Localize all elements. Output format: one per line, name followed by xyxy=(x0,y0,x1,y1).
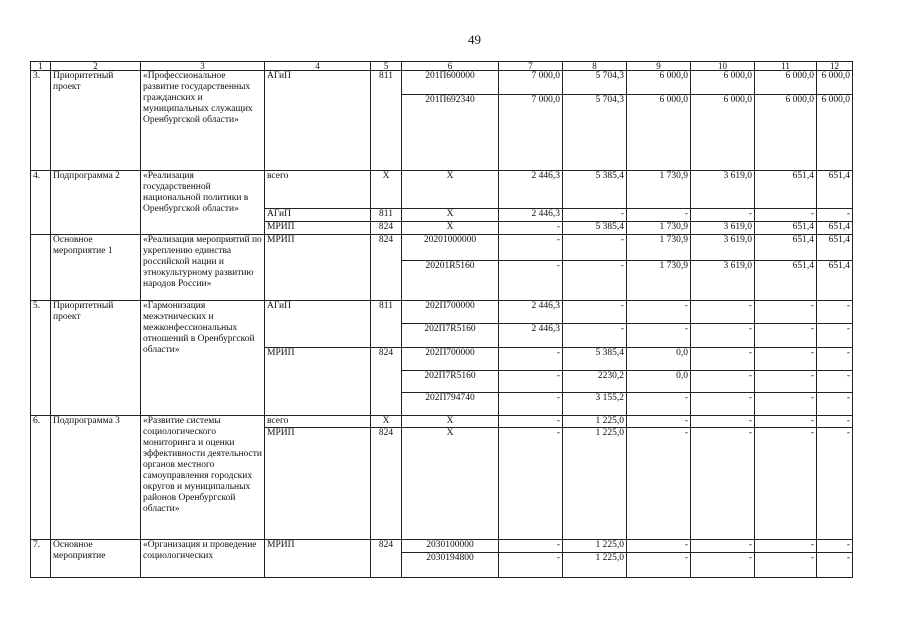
page-number: 49 xyxy=(468,32,481,47)
value-2021: 6 000,0 xyxy=(627,71,691,95)
executor: МРИП xyxy=(265,348,371,416)
value-2022: 3 619,0 xyxy=(691,235,755,261)
budget-code: 202П700000 xyxy=(402,301,499,324)
value-2022: - xyxy=(691,393,755,416)
row-name: Подпрограмма 2 xyxy=(51,171,141,235)
value-2020: - xyxy=(563,324,627,348)
header-cell: 4 xyxy=(265,62,371,71)
budget-code: 201П692340 xyxy=(402,95,499,171)
value-2021: 0,0 xyxy=(627,371,691,393)
value-2021: - xyxy=(627,540,691,553)
grbs-code: 811 xyxy=(371,71,402,171)
row-title: «Реализация мероприятий по укреплению единства российской нации и этнокультурному развитию народов России» xyxy=(141,235,265,301)
row-number: 7. xyxy=(31,540,51,578)
row-number: 4. xyxy=(31,171,51,235)
value-2024: - xyxy=(817,209,853,222)
value-2022: - xyxy=(691,209,755,222)
table-row xyxy=(31,71,853,95)
executor: всего xyxy=(265,171,371,209)
value-2019: 2 446,3 xyxy=(499,171,563,209)
header-cell: 12 xyxy=(817,62,853,71)
value-2023: - xyxy=(755,428,817,540)
row-name: Приоритетный проект xyxy=(51,71,141,171)
value-2020: - xyxy=(563,235,627,261)
value-2021: 1 730,9 xyxy=(627,261,691,301)
value-2021: - xyxy=(627,416,691,428)
grbs-code: 824 xyxy=(371,540,402,578)
value-2022: 3 619,0 xyxy=(691,171,755,209)
value-2023: 651,4 xyxy=(755,235,817,261)
executor: МРИП xyxy=(265,222,371,235)
value-2021: 1 730,9 xyxy=(627,235,691,261)
value-2021: - xyxy=(627,553,691,578)
value-2020: 5 704,3 xyxy=(563,71,627,95)
grbs-code: 824 xyxy=(371,222,402,235)
value-2023: 651,4 xyxy=(755,261,817,301)
row-name: Подпрограмма 3 xyxy=(51,416,141,540)
header-cell: 6 xyxy=(402,62,499,71)
budget-code: 202П7R5160 xyxy=(402,324,499,348)
budget-code: 202П794740 xyxy=(402,393,499,416)
value-2021: 1 730,9 xyxy=(627,222,691,235)
grbs-code: 824 xyxy=(371,235,402,301)
value-2020: 5 385,4 xyxy=(563,348,627,371)
table-row xyxy=(31,301,853,324)
grbs-code: 811 xyxy=(371,301,402,348)
table-row xyxy=(31,540,853,553)
value-2020: - xyxy=(563,301,627,324)
grbs-code: 824 xyxy=(371,348,402,416)
header-cell: 9 xyxy=(627,62,691,71)
value-2019: 7 000,0 xyxy=(499,71,563,95)
value-2019: - xyxy=(499,261,563,301)
budget-table xyxy=(30,61,853,578)
row-number xyxy=(31,235,51,301)
executor: АГиП xyxy=(265,301,371,348)
row-title: «Гармонизация межэтнических и межконфессиональных отношений в Оренбургской области» xyxy=(141,301,265,416)
value-2023: - xyxy=(755,209,817,222)
value-2019: - xyxy=(499,540,563,553)
row-number: 6. xyxy=(31,416,51,540)
budget-code: 201П600000 xyxy=(402,71,499,95)
executor: МРИП xyxy=(265,540,371,578)
header-cell: 8 xyxy=(563,62,627,71)
value-2022: - xyxy=(691,301,755,324)
value-2020: 3 155,2 xyxy=(563,393,627,416)
row-number: 3. xyxy=(31,71,51,171)
value-2024: 651,4 xyxy=(817,235,853,261)
grbs-code: 811 xyxy=(371,209,402,222)
value-2019: - xyxy=(499,222,563,235)
budget-code: 202П700000 xyxy=(402,348,499,371)
value-2019: 2 446,3 xyxy=(499,301,563,324)
budget-code: 20201000000 xyxy=(402,235,499,261)
value-2023: - xyxy=(755,371,817,393)
row-name: Приоритетный проект xyxy=(51,301,141,416)
value-2022: 6 000,0 xyxy=(691,95,755,171)
value-2019: - xyxy=(499,371,563,393)
value-2020: 5 385,4 xyxy=(563,171,627,209)
header-cell: 2 xyxy=(51,62,141,71)
budget-code: 202П7R5160 xyxy=(402,371,499,393)
header-cell: 5 xyxy=(371,62,402,71)
value-2020: 1 225,0 xyxy=(563,428,627,540)
value-2021: 0,0 xyxy=(627,348,691,371)
value-2020: - xyxy=(563,209,627,222)
value-2024: 651,4 xyxy=(817,261,853,301)
header-cell: 11 xyxy=(755,62,817,71)
value-2022: - xyxy=(691,540,755,553)
value-2023: 651,4 xyxy=(755,222,817,235)
executor: всего xyxy=(265,416,371,428)
grbs-code: X xyxy=(371,171,402,209)
value-2023: - xyxy=(755,324,817,348)
value-2023: 651,4 xyxy=(755,171,817,209)
value-2024: - xyxy=(817,428,853,540)
value-2023: - xyxy=(755,553,817,578)
budget-code: 20201R5160 xyxy=(402,261,499,301)
header-cell: 3 xyxy=(141,62,265,71)
value-2024: - xyxy=(817,371,853,393)
value-2024: - xyxy=(817,416,853,428)
value-2024: 651,4 xyxy=(817,171,853,209)
budget-code: 2030100000 xyxy=(402,540,499,553)
grbs-code: X xyxy=(371,416,402,428)
value-2024: 6 000,0 xyxy=(817,95,853,171)
value-2023: - xyxy=(755,393,817,416)
value-2021: - xyxy=(627,209,691,222)
value-2020: 1 225,0 xyxy=(563,416,627,428)
value-2021: 6 000,0 xyxy=(627,95,691,171)
value-2021: - xyxy=(627,393,691,416)
value-2020: 5 385,4 xyxy=(563,222,627,235)
value-2022: - xyxy=(691,428,755,540)
value-2023: - xyxy=(755,540,817,553)
value-2024: - xyxy=(817,301,853,324)
value-2021: - xyxy=(627,324,691,348)
value-2024: - xyxy=(817,324,853,348)
row-title: «Реализация государственной национальной политики в Оренбургской области» xyxy=(141,171,265,235)
value-2019: 2 446,3 xyxy=(499,324,563,348)
value-2023: - xyxy=(755,301,817,324)
executor: МРИП xyxy=(265,235,371,301)
budget-code: 2030194800 xyxy=(402,553,499,578)
value-2021: 1 730,9 xyxy=(627,171,691,209)
value-2022: 3 619,0 xyxy=(691,261,755,301)
budget-code: X xyxy=(402,171,499,209)
value-2022: - xyxy=(691,553,755,578)
value-2019: - xyxy=(499,428,563,540)
value-2019: - xyxy=(499,348,563,371)
value-2021: - xyxy=(627,301,691,324)
value-2020: 1 225,0 xyxy=(563,540,627,553)
value-2019: - xyxy=(499,393,563,416)
value-2019: 2 446,3 xyxy=(499,209,563,222)
table-row xyxy=(31,235,853,261)
header-cell: 10 xyxy=(691,62,755,71)
grbs-code: 824 xyxy=(371,428,402,540)
row-name: Основное мероприятие 1 xyxy=(51,235,141,301)
header-cell: 7 xyxy=(499,62,563,71)
value-2019: - xyxy=(499,416,563,428)
value-2021: - xyxy=(627,428,691,540)
value-2019: 7 000,0 xyxy=(499,95,563,171)
row-name: Основное мероприятие xyxy=(51,540,141,578)
budget-code: X xyxy=(402,428,499,540)
value-2020: 5 704,3 xyxy=(563,95,627,171)
value-2022: 3 619,0 xyxy=(691,222,755,235)
value-2022: - xyxy=(691,348,755,371)
value-2023: 6 000,0 xyxy=(755,95,817,171)
budget-code: X xyxy=(402,416,499,428)
value-2024: - xyxy=(817,553,853,578)
budget-code: X xyxy=(402,222,499,235)
header-cell: 1 xyxy=(31,62,51,71)
value-2024: - xyxy=(817,348,853,371)
value-2019: - xyxy=(499,235,563,261)
value-2023: 6 000,0 xyxy=(755,71,817,95)
value-2023: - xyxy=(755,348,817,371)
value-2020: - xyxy=(563,261,627,301)
value-2022: 6 000,0 xyxy=(691,71,755,95)
table-row xyxy=(31,171,853,209)
row-number: 5. xyxy=(31,301,51,416)
value-2024: - xyxy=(817,540,853,553)
value-2019: - xyxy=(499,553,563,578)
row-title: «Профессиональное развитие государственных гражданских и муниципальных служащих Оренбургской области» xyxy=(141,71,265,171)
value-2024: 651,4 xyxy=(817,222,853,235)
budget-code: X xyxy=(402,209,499,222)
value-2024: 6 000,0 xyxy=(817,71,853,95)
executor: АГиП xyxy=(265,71,371,171)
executor: АГиП xyxy=(265,209,371,222)
table-row xyxy=(31,416,853,428)
value-2022: - xyxy=(691,416,755,428)
value-2020: 2230,2 xyxy=(563,371,627,393)
value-2020: 1 225,0 xyxy=(563,553,627,578)
value-2022: - xyxy=(691,371,755,393)
header-row xyxy=(31,62,853,71)
row-title: «Организация и проведение социологических xyxy=(141,540,265,578)
value-2024: - xyxy=(817,393,853,416)
row-title: «Развитие системы социологического мониторинга и оценки эффективности деятельности органов местного самоуправления городских округов и муниципальных районов Оренбургской области» xyxy=(141,416,265,540)
executor: МРИП xyxy=(265,428,371,540)
value-2023: - xyxy=(755,416,817,428)
value-2022: - xyxy=(691,324,755,348)
